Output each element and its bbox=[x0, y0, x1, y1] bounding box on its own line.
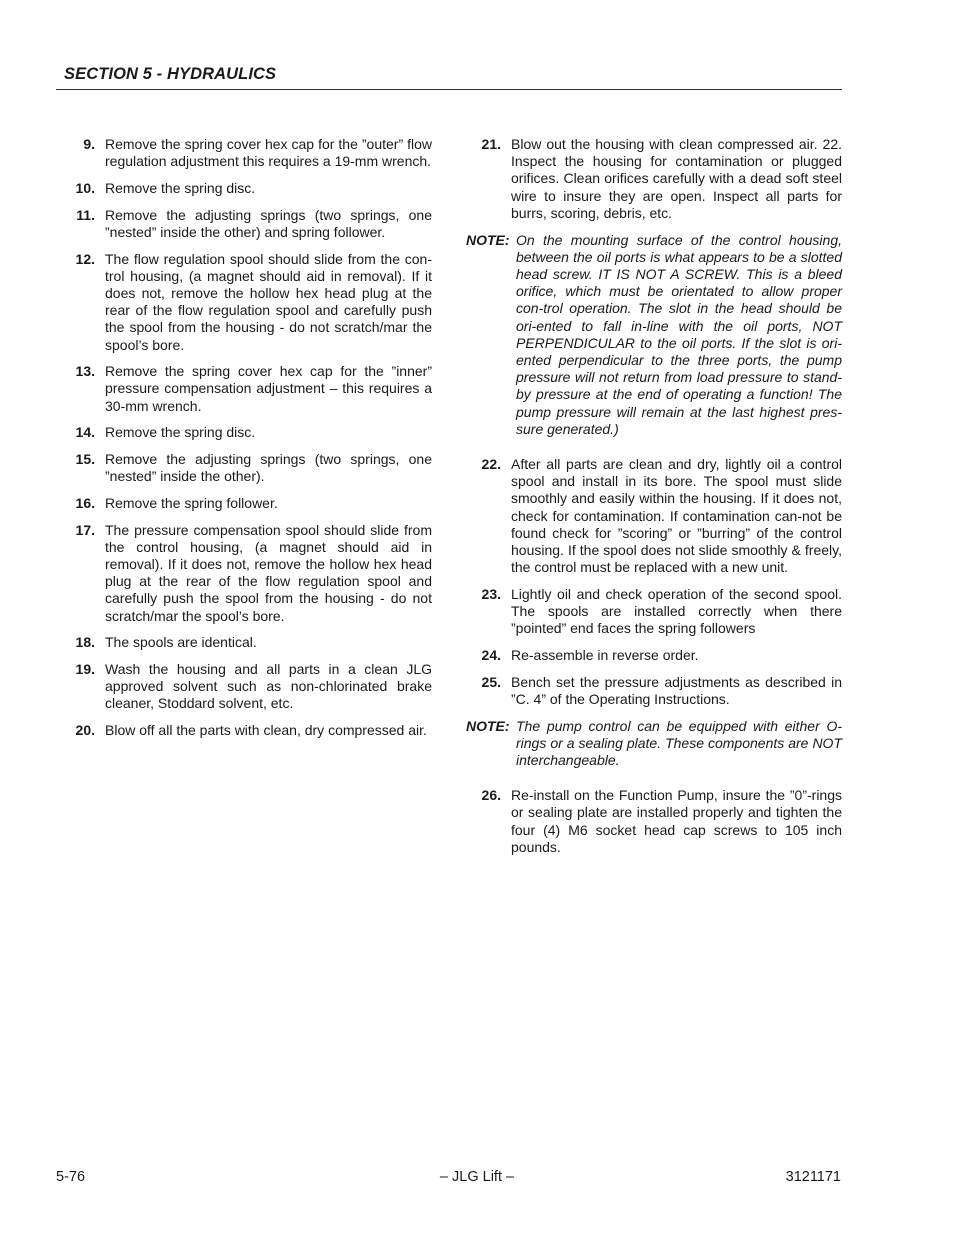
step-text: After all parts are clean and dry, lightly oil a control spool and install in its bore. The spool must slide smoothly and easily within the housing. If it does not, check for contamination. If contamination can-not be found check for ”scoring” or ”burring” of the control housing. If the spool does not slide smoothly & freely, the control must be replaced with a new unit. bbox=[511, 455, 842, 576]
step-number: 25. bbox=[481, 673, 501, 690]
step-number: 16. bbox=[75, 494, 95, 511]
note-bleed-orifice bbox=[466, 232, 842, 438]
step-text: The pressure compensation spool should slide from the control housing, (a magnet should aid in removal). If it does not, remove the hollow hex head plug at the rear of the flow regulation spool and carefully push the spool from the housing - do not scratch/mar the spool’s bore. bbox=[105, 521, 432, 624]
step-text: Re-install on the Function Pump, insure the ”0”-rings or sealing plate are installed properly and tighten the four (4) M6 socket head cap screws to 105 inch pounds. bbox=[511, 787, 842, 855]
step-20 bbox=[66, 722, 432, 739]
step-number: 13. bbox=[75, 363, 95, 380]
step-13 bbox=[66, 363, 432, 415]
step-16 bbox=[66, 495, 432, 512]
note-label: NOTE: bbox=[466, 717, 510, 734]
step-11 bbox=[66, 207, 432, 241]
step-text: Blow out the housing with clean compressed air. 22. Inspect the housing for contamination or plugged orifices. Clean orifices carefully with a dead soft steel wire to insure they are open. Inspect all parts for burrs, scoring, debris, etc. bbox=[511, 136, 842, 221]
step-number: 15. bbox=[75, 451, 95, 468]
step-number: 10. bbox=[75, 179, 95, 196]
step-10 bbox=[66, 180, 432, 197]
step-text: Lightly oil and check operation of the second spool. The spools are installed correctly when there ”pointed” end faces the spring followers bbox=[511, 585, 842, 637]
step-18 bbox=[66, 634, 432, 651]
step-text: The flow regulation spool should slide from the con-trol housing, (a magnet should aid in removal). If it does not, remove the hollow hex head plug at the rear of the flow regulation spool and carefully push the spool from the housing - do not scratch/mar the spool’s bore. bbox=[105, 250, 432, 353]
step-text: Remove the spring disc. bbox=[105, 179, 256, 196]
left-column bbox=[66, 136, 432, 749]
step-number: 21. bbox=[481, 136, 501, 152]
step-12 bbox=[66, 251, 432, 354]
footer-brand: – JLG Lift – bbox=[439, 1169, 515, 1185]
right-column bbox=[466, 136, 842, 866]
page-number: 5-76 bbox=[56, 1169, 86, 1185]
step-text: Wash the housing and all parts in a clean JLG approved solvent such as non-chlorinated brake cleaner, Stoddard solvent, etc. bbox=[105, 661, 432, 712]
step-number: 23. bbox=[481, 585, 501, 602]
step-9 bbox=[66, 136, 432, 170]
step-text: Re-assemble in reverse order. bbox=[511, 646, 699, 663]
document-number: 3121171 bbox=[785, 1169, 841, 1185]
step-number: 22. bbox=[481, 455, 501, 472]
step-text: Remove the spring cover hex cap for the ”outer” flow regulation adjustment this requires a 19-mm wrench. bbox=[105, 136, 432, 170]
header-divider bbox=[56, 89, 842, 90]
step-number: 17. bbox=[75, 521, 95, 538]
step-26 bbox=[466, 787, 842, 856]
step-number: 12. bbox=[75, 250, 95, 267]
step-text: Remove the adjusting springs (two springs, one ”nested” inside the other). bbox=[105, 451, 432, 485]
step-number: 26. bbox=[481, 787, 501, 804]
step-22 bbox=[466, 456, 842, 576]
step-number: 9. bbox=[83, 136, 95, 152]
step-text: Remove the adjusting springs (two springs, one ”nested” inside the other) and spring follower. bbox=[105, 206, 432, 240]
section-title: SECTION 5 - HYDRAULICS bbox=[64, 65, 277, 83]
note-label: NOTE: bbox=[466, 231, 510, 248]
note-text: On the mounting surface of the control housing, between the oil ports is what appears to be a slotted head screw. IT IS NOT A SCREW. This is a bleed orifice, which must be orientated to allow proper con-trol operation. The slot in the head should be ori-ented to fall in-line with the oil ports, NOT PERPENDICULAR to the oil ports. If the slot is ori-ented perpendicular to the three ports, the pump pressure will not return from load pressure to stand-by pressure at the end of operating a function! The pump pressure will remain at the last highest pres-sure generated.) bbox=[516, 231, 842, 437]
step-number: 24. bbox=[481, 646, 501, 663]
step-23 bbox=[466, 586, 842, 638]
step-text: The spools are identical. bbox=[105, 634, 257, 651]
note-o-rings bbox=[466, 718, 842, 770]
step-number: 19. bbox=[75, 661, 95, 678]
step-24 bbox=[466, 647, 842, 664]
step-text: Remove the spring cover hex cap for the ”inner” pressure compensation adjustment – this requires a 30-mm wrench. bbox=[105, 363, 432, 414]
step-text: Remove the spring follower. bbox=[105, 494, 278, 511]
step-text: Blow off all the parts with clean, dry compressed air. bbox=[105, 722, 427, 739]
step-21 bbox=[466, 136, 842, 222]
step-number: 20. bbox=[75, 722, 95, 739]
step-text: Remove the spring disc. bbox=[105, 424, 256, 441]
step-19 bbox=[66, 661, 432, 713]
step-number: 11. bbox=[76, 206, 95, 223]
step-15 bbox=[66, 451, 432, 485]
step-14 bbox=[66, 424, 432, 441]
step-25 bbox=[466, 674, 842, 708]
note-text: The pump control can be equipped with either O-rings or a sealing plate. These components are NOT interchangeable. bbox=[516, 717, 842, 768]
step-number: 18. bbox=[75, 634, 95, 651]
step-17 bbox=[66, 522, 432, 625]
step-text: Bench set the pressure adjustments as described in ”C. 4” of the Operating Instructions. bbox=[511, 673, 842, 707]
step-number: 14. bbox=[75, 424, 95, 441]
